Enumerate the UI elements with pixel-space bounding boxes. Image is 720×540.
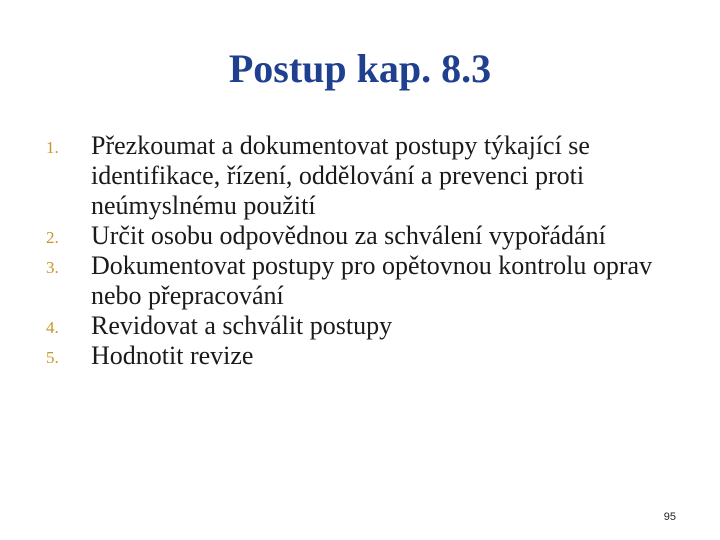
step-list [46, 131, 686, 371]
list-item [46, 221, 686, 251]
list-item-text: Hodnotit revize [91, 341, 254, 370]
list-item-text: Revidovat a schválit postupy [91, 311, 393, 340]
list-item-number: 5. [46, 348, 59, 367]
list-item [46, 251, 686, 311]
slide-title: Postup kap. 8.3 [228, 46, 492, 91]
list-item-text: Přezkoumat a dokumentovat postupy týkající se identifikace, řízení, oddělování a prevenci proti neúmyslnému použití [91, 131, 590, 220]
list-item-number: 3. [46, 258, 59, 277]
page-number: 95 [663, 511, 676, 523]
list-item-text: Dokumentovat postupy pro opětovnou kontrolu oprav nebo přepracování [91, 251, 653, 310]
list-item [46, 311, 686, 341]
list-item-number: 1. [46, 138, 59, 157]
list-item [46, 131, 686, 221]
list-item [46, 341, 686, 371]
list-item-text: Určit osobu odpovědnou za schválení vypořádání [91, 221, 606, 250]
list-item-number: 4. [46, 318, 59, 337]
list-item-number: 2. [46, 228, 59, 247]
